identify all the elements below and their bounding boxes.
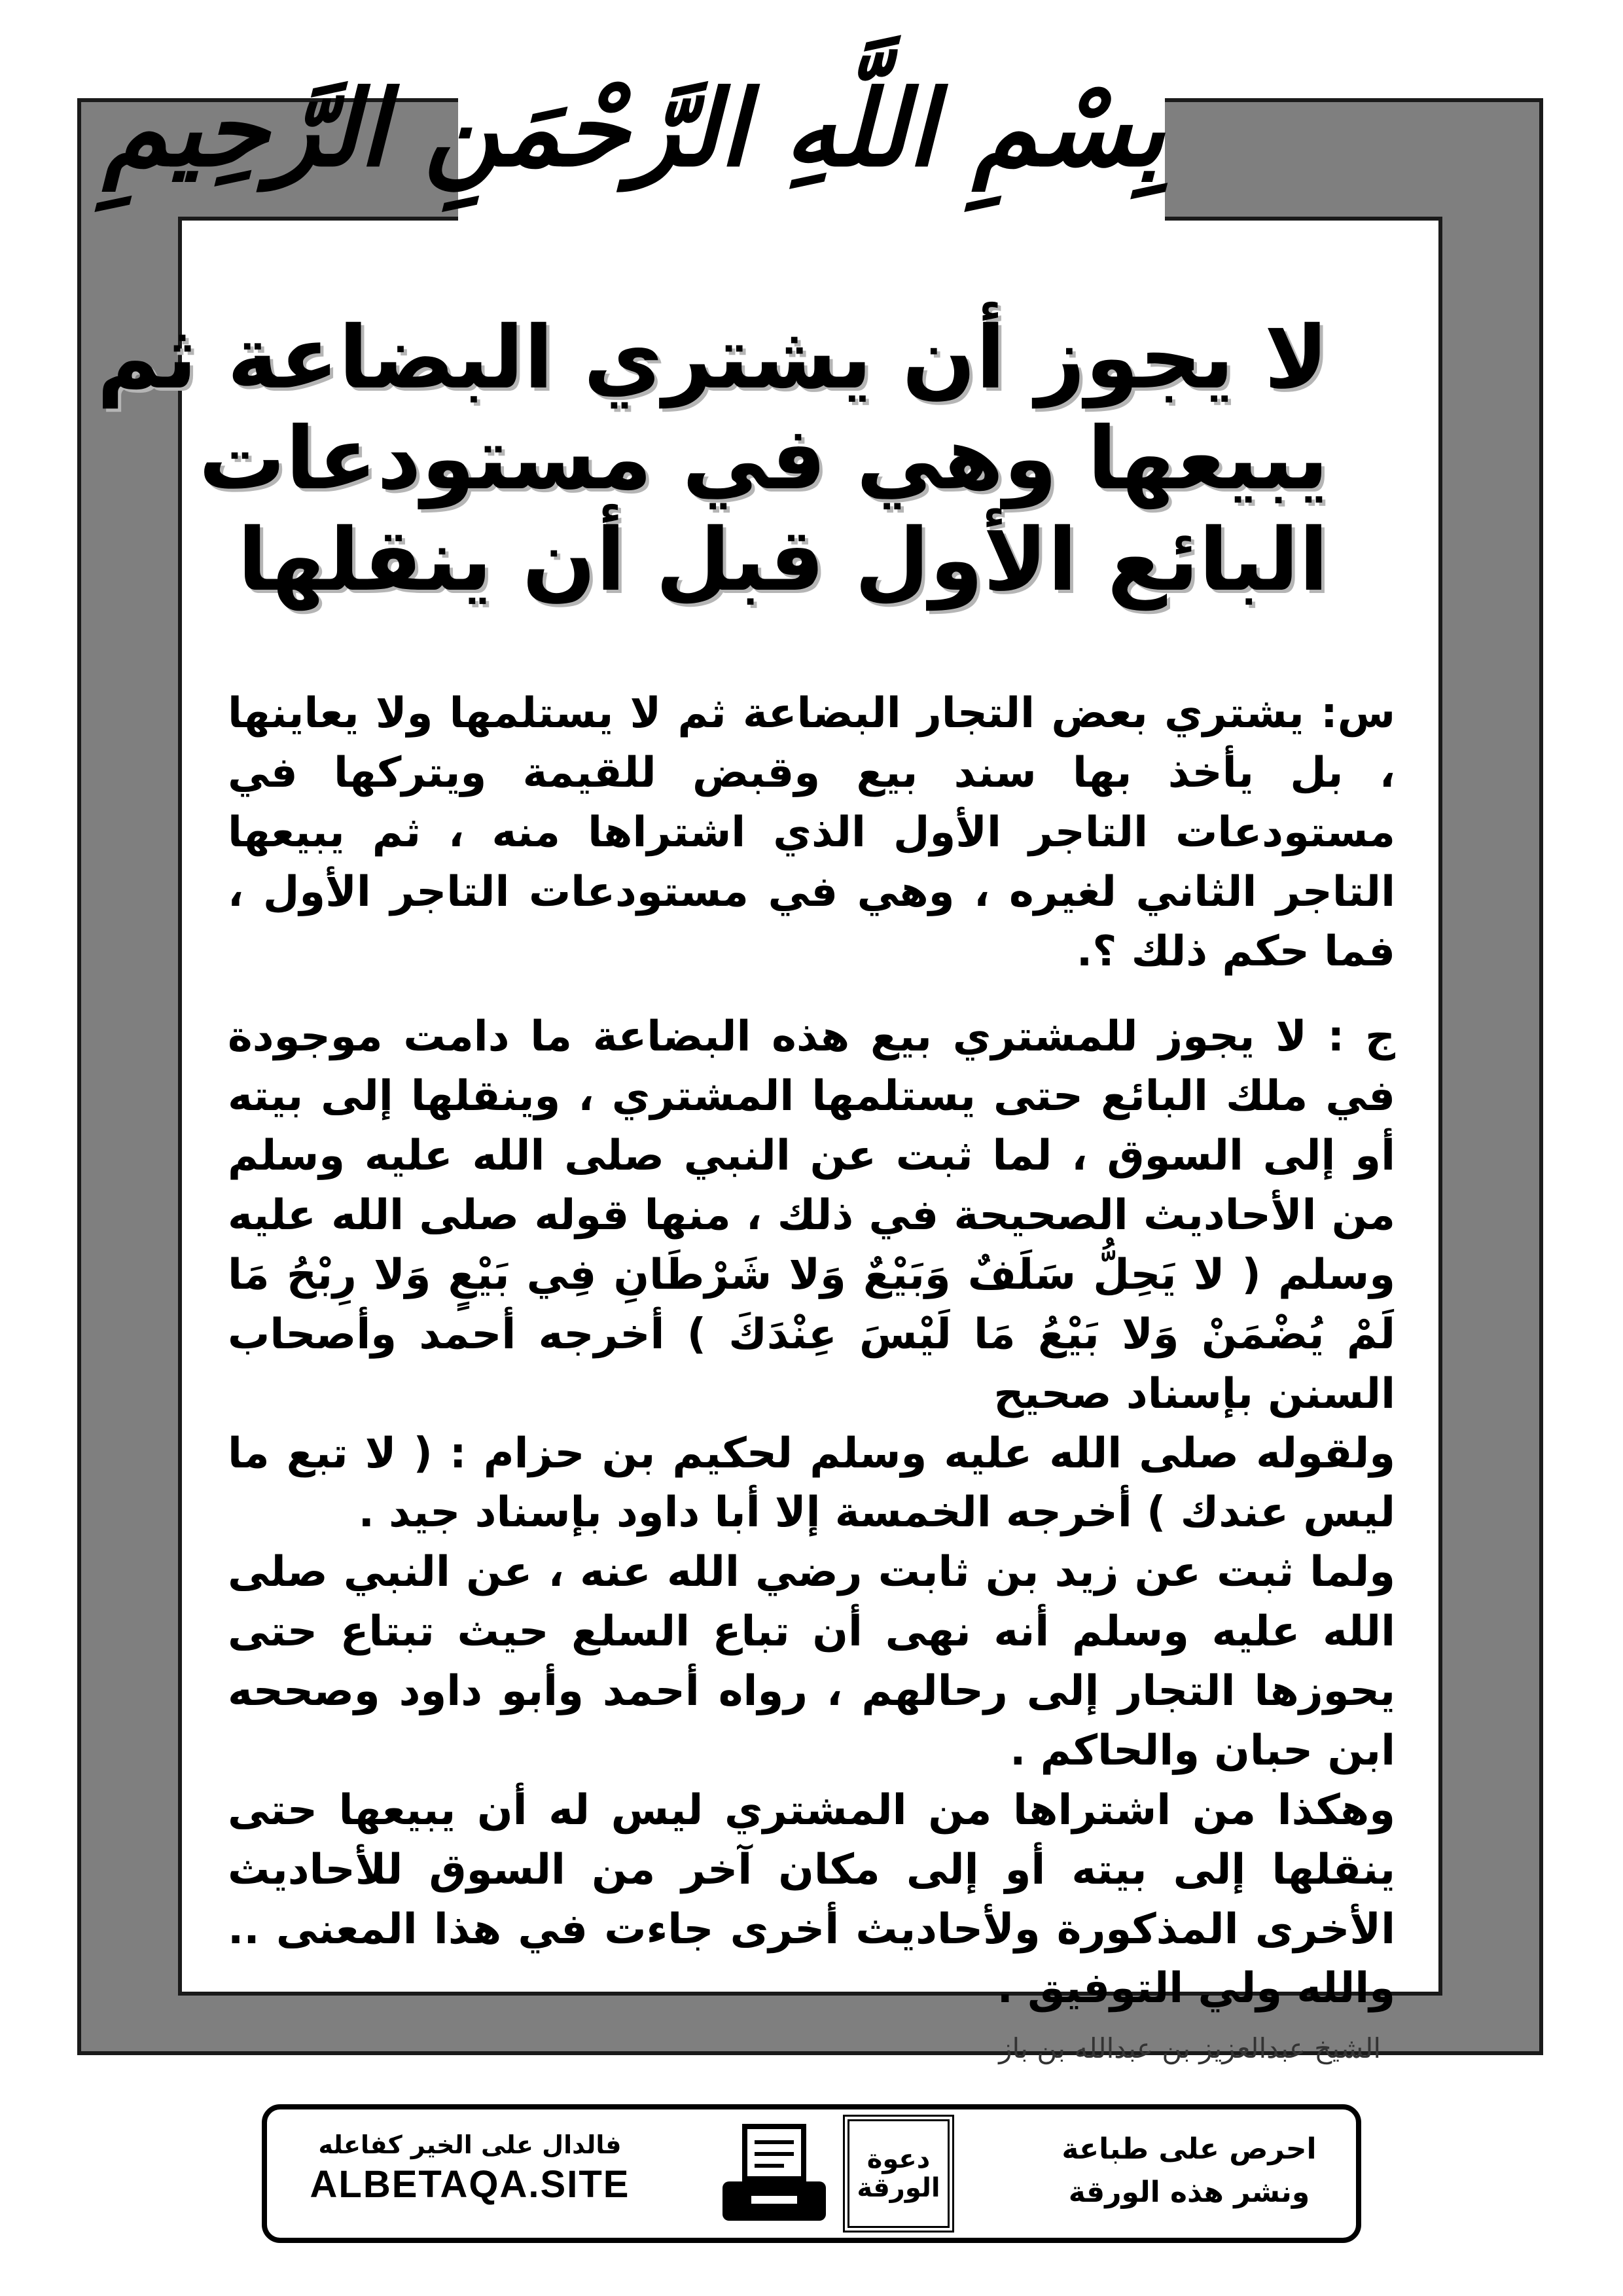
website-link[interactable]: ALBETAQA.SITE: [310, 2163, 630, 2206]
basmala-banner: [103, 39, 1165, 229]
title-line: يبيعها وهي في مستودعات: [198, 408, 1329, 510]
title-line: لا يجوز أن يشتري البضاعة ثم: [97, 308, 1329, 408]
answer-paragraph: ولما ثبت عن زيد بن ثابت رضي الله عنه ، عن النبي صلى الله عليه وسلم أنه نهى أن تباع السلع حيث تبتاع حتى يحوزها التجار إلى رحالهم ، رواه أحمد وأبو داود وصححه ابن حبان والحاكم .: [228, 1548, 1395, 1775]
logo-line: الورقة: [857, 2173, 940, 2203]
page-title: [97, 308, 1329, 611]
footer-banner: [262, 2104, 1361, 2243]
answer-paragraph: وهكذا من اشتراها من المشتري ليس له أن يبيعها حتى ينقلها إلى بيته أو إلى مكان آخر من السوق للأحاديث الأخرى المذكورة ولأحاديث أخرى جاءت في هذا المعنى .. والله ولي التوفيق .: [228, 1785, 1395, 2013]
author-signature: الشيخ عبدالعزيز بن عبدالله بن باز: [999, 2032, 1381, 2064]
call-line: احرص على طباعة: [1061, 2132, 1317, 2166]
basmala-calligraphy: بِسْمِ اللَّهِ الرَّحْمَنِ الرَّحِيمِ: [103, 67, 1165, 190]
question-paragraph: س: يشتري بعض التجار البضاعة ثم لا يستلمها ولا يعاينها ، بل يأخذ بها سند بيع وقبض للقيمة ويتركها في مستودعات التاجر الأول الذي اشتراها منه ، ثم يبيعها التاجر الثاني لغيره ، وهي في مستودعات التاجر الأول ، فما حكم ذلك ؟.: [228, 689, 1395, 976]
footer-tagline: فالدال على الخير كفاعله: [318, 2130, 622, 2159]
dawah-logo: [843, 2115, 954, 2233]
print-call-to-action: [1048, 2128, 1330, 2214]
answer-paragraph: ج : لا يجوز للمشتري بيع هذه البضاعة ما دامت موجودة في ملك البائع حتى يستلمها المشتري ، وينقلها إلى بيته أو إلى السوق ، لما ثبت عن النبي صلى الله عليه وسلم من الأحاديث الصحيحة في ذلك ، منها قوله صلى الله عليه وسلم ( لا يَحِلُّ سَلَفٌ وَبَيْعٌ وَلا شَرْطَانِ فِي بَيْعٍ وَلا رِبْحُ مَا لَمْ يُضْمَنْ وَلا بَيْعُ مَا لَيْسَ عِنْدَكَ ) أخرجه أحمد وأصحاب السنن بإسناد صحيح: [228, 1013, 1395, 1418]
printer-icon: [719, 2123, 830, 2234]
fatwa-body: [228, 684, 1395, 2018]
website-block: [300, 2128, 640, 2206]
logo-line: دعوة: [866, 2144, 931, 2174]
answer-paragraph: ولقوله صلى الله عليه وسلم لحكيم بن حزام : ( لا تبع ما ليس عندك ) أخرجه الخمسة إلا أبا داود بإسناد جيد .: [228, 1429, 1395, 1537]
title-line: البائع الأول قبل أن ينقلها: [237, 509, 1329, 611]
call-line: ونشر هذه الورقة: [1068, 2176, 1310, 2209]
